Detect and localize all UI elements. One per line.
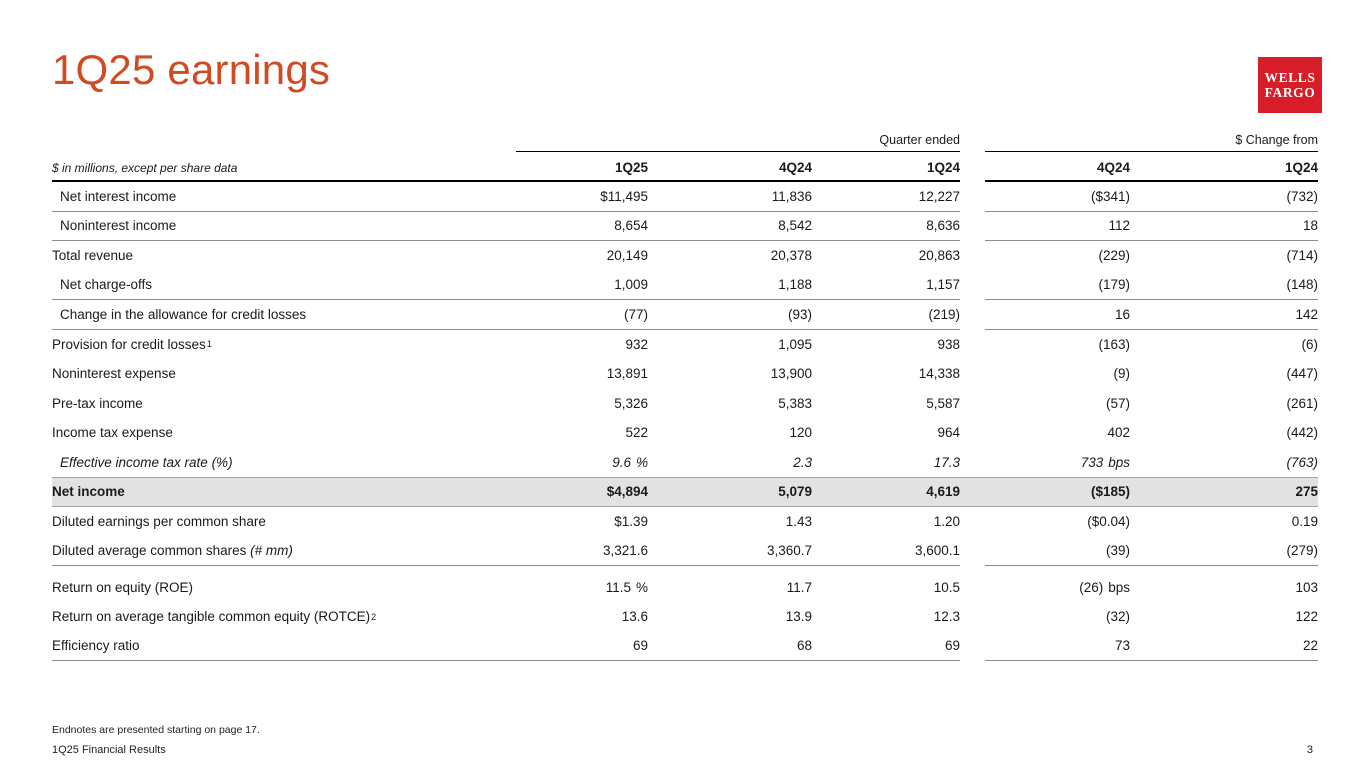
table-row bbox=[52, 212, 1318, 242]
cell-value: 402 bbox=[1107, 425, 1130, 441]
table-row bbox=[52, 418, 1318, 448]
cell-value: (714) bbox=[1286, 248, 1318, 264]
group-header-quarter-ended: Quarter ended bbox=[516, 133, 960, 152]
value-unit: % bbox=[635, 454, 648, 470]
logo-line-1: WELLS bbox=[1264, 69, 1316, 85]
wells-fargo-logo bbox=[1258, 57, 1322, 113]
cell-value: 16 bbox=[985, 300, 1130, 330]
row-label: Pre-tax income bbox=[52, 395, 143, 411]
cell-value: 522 bbox=[625, 425, 648, 441]
cell-value: 3,360.7 bbox=[648, 536, 812, 566]
cell-value: 10.5 bbox=[933, 579, 960, 595]
cell-value: 20,378 bbox=[770, 248, 812, 264]
cell-value: 120 bbox=[789, 425, 812, 441]
row-label: Diluted average common shares (# mm) bbox=[52, 536, 516, 566]
slide-title: 1Q25 earnings bbox=[52, 46, 331, 93]
cell-value: 103 bbox=[1295, 579, 1318, 595]
cell-value: (261) bbox=[1286, 395, 1318, 411]
column-gap bbox=[960, 152, 985, 182]
table-row bbox=[52, 573, 1318, 603]
row-label: Net interest income bbox=[52, 182, 516, 212]
cell-value: 964 bbox=[937, 425, 960, 441]
row-label: Change in the allowance for credit losses bbox=[52, 300, 516, 330]
cell-value: $4,894 bbox=[606, 484, 648, 500]
cell-value: 142 bbox=[1130, 300, 1318, 330]
earnings-table bbox=[52, 126, 1318, 661]
row-label: Provision for credit losses 1 bbox=[52, 336, 212, 352]
table-row bbox=[52, 330, 1318, 360]
table-row bbox=[52, 241, 1318, 271]
cell-value: 13.9 bbox=[785, 609, 812, 625]
table-row bbox=[52, 300, 1318, 330]
table-body bbox=[52, 182, 1318, 661]
footer-title: 1Q25 Financial Results bbox=[52, 744, 166, 756]
cell-value: 1.43 bbox=[785, 513, 812, 529]
cell-value: 18 bbox=[1130, 212, 1318, 242]
column-header-change-1q24: 1Q24 bbox=[1130, 152, 1318, 182]
cell-value: (229) bbox=[1098, 248, 1130, 264]
cell-value: 13,900 bbox=[770, 366, 812, 382]
cell-value: 3,600.1 bbox=[812, 536, 960, 566]
table-row bbox=[52, 359, 1318, 389]
cell-value: 5,079 bbox=[778, 484, 812, 500]
cell-value: 733 bps bbox=[1080, 454, 1130, 470]
cell-value: 11,836 bbox=[648, 182, 812, 212]
cell-value: $1.39 bbox=[614, 513, 648, 529]
column-gap bbox=[960, 330, 985, 360]
row-label: Effective income tax rate (%) bbox=[60, 454, 233, 470]
cell-value: 932 bbox=[625, 336, 648, 352]
logo-line-2: FARGO bbox=[1264, 85, 1316, 100]
cell-value: ($0.04) bbox=[1087, 513, 1130, 529]
column-gap bbox=[960, 241, 985, 271]
cell-value: 11.5 % bbox=[605, 579, 648, 595]
column-gap bbox=[960, 359, 985, 389]
table-row bbox=[52, 507, 1318, 537]
row-label: Noninterest expense bbox=[52, 366, 176, 382]
cell-value: 1,188 bbox=[648, 271, 812, 301]
row-label: Net charge-offs bbox=[52, 271, 516, 301]
table-row bbox=[52, 602, 1318, 632]
cell-value: 14,338 bbox=[918, 366, 960, 382]
table-row bbox=[52, 448, 1318, 478]
endnote: Endnotes are presented starting on page 17. bbox=[52, 724, 260, 736]
cell-value: 938 bbox=[937, 336, 960, 352]
column-header-4q24: 4Q24 bbox=[648, 152, 812, 182]
row-label: Net income bbox=[52, 484, 125, 500]
cell-value: (442) bbox=[1286, 425, 1318, 441]
cell-value: ($185) bbox=[1090, 484, 1130, 500]
column-gap bbox=[960, 632, 985, 662]
row-label: Efficiency ratio bbox=[52, 632, 516, 662]
cell-value: 73 bbox=[985, 632, 1130, 662]
row-label: Total revenue bbox=[52, 248, 134, 264]
table-caption: $ in millions, except per share data bbox=[52, 152, 516, 182]
cell-value: (763) bbox=[1286, 454, 1318, 470]
group-header-row bbox=[52, 126, 1318, 152]
cell-value: (148) bbox=[1130, 271, 1318, 301]
cell-value: (9) bbox=[1113, 366, 1130, 382]
cell-value: (77) bbox=[516, 300, 648, 330]
cell-value: (179) bbox=[985, 271, 1130, 301]
cell-value: 8,542 bbox=[648, 212, 812, 242]
table-row bbox=[52, 271, 1318, 301]
cell-value: (279) bbox=[1130, 536, 1318, 566]
table-row bbox=[52, 536, 1318, 566]
cell-value: 275 bbox=[1295, 484, 1318, 500]
column-header-1q25: 1Q25 bbox=[516, 152, 648, 182]
cell-value: ($341) bbox=[985, 182, 1130, 212]
cell-value: 1,157 bbox=[812, 271, 960, 301]
cell-value: 69 bbox=[516, 632, 648, 662]
column-gap bbox=[960, 389, 985, 419]
value-unit: bps bbox=[1108, 454, 1130, 470]
cell-value: 20,863 bbox=[918, 248, 960, 264]
column-gap bbox=[960, 536, 985, 566]
cell-value: 5,326 bbox=[614, 395, 648, 411]
cell-value: 13,891 bbox=[606, 366, 648, 382]
cell-value: (26) bps bbox=[1079, 579, 1130, 595]
table-row bbox=[52, 632, 1318, 662]
cell-value: 5,383 bbox=[778, 395, 812, 411]
cell-value: (93) bbox=[648, 300, 812, 330]
cell-value: (447) bbox=[1286, 366, 1318, 382]
column-gap bbox=[960, 300, 985, 330]
page-number: 3 bbox=[1306, 744, 1313, 756]
cell-value: 12,227 bbox=[812, 182, 960, 212]
column-gap bbox=[960, 212, 985, 242]
row-label: Income tax expense bbox=[52, 425, 173, 441]
column-header-row bbox=[52, 152, 1318, 182]
cell-value: 1,009 bbox=[516, 271, 648, 301]
cell-value: 68 bbox=[648, 632, 812, 662]
cell-value: 8,654 bbox=[516, 212, 648, 242]
column-gap bbox=[960, 448, 985, 478]
column-gap bbox=[960, 507, 985, 537]
value-unit: % bbox=[635, 579, 648, 595]
column-gap bbox=[960, 182, 985, 212]
cell-value: 2.3 bbox=[793, 454, 812, 470]
cell-value: 1,095 bbox=[778, 336, 812, 352]
cell-value: 22 bbox=[1130, 632, 1318, 662]
row-label: Return on average tangible common equity (ROTCE) 2 bbox=[52, 609, 377, 625]
cell-value: 69 bbox=[812, 632, 960, 662]
column-header-1q24: 1Q24 bbox=[812, 152, 960, 182]
cell-value: 4,619 bbox=[926, 484, 960, 500]
cell-value: 11.7 bbox=[786, 579, 812, 595]
column-gap bbox=[960, 418, 985, 448]
cell-value: 1.20 bbox=[933, 513, 960, 529]
cell-value: (32) bbox=[1105, 609, 1130, 625]
row-label: Noninterest income bbox=[52, 212, 516, 242]
cell-value: 0.19 bbox=[1291, 513, 1318, 529]
cell-value: (163) bbox=[1098, 336, 1130, 352]
cell-value: 9.6 % bbox=[612, 454, 648, 470]
column-gap bbox=[960, 271, 985, 301]
table-row bbox=[52, 477, 1318, 507]
cell-value: 112 bbox=[985, 212, 1130, 242]
row-label: Diluted earnings per common share bbox=[52, 513, 266, 529]
group-header-change-from: $ Change from bbox=[985, 133, 1318, 152]
row-label: Return on equity (ROE) bbox=[52, 579, 194, 595]
column-gap bbox=[960, 602, 985, 632]
cell-value: (57) bbox=[1105, 395, 1130, 411]
cell-value: 8,636 bbox=[812, 212, 960, 242]
table-row bbox=[52, 182, 1318, 212]
cell-value: (732) bbox=[1130, 182, 1318, 212]
cell-value: (219) bbox=[812, 300, 960, 330]
cell-value: 122 bbox=[1295, 609, 1318, 625]
column-gap bbox=[960, 478, 985, 506]
table-row bbox=[52, 389, 1318, 419]
column-header-change-4q24: 4Q24 bbox=[985, 152, 1130, 182]
cell-value: (6) bbox=[1301, 336, 1318, 352]
cell-value: 13.6 bbox=[621, 609, 648, 625]
column-gap bbox=[960, 573, 985, 603]
cell-value: 12.3 bbox=[933, 609, 960, 625]
cell-value: (39) bbox=[985, 536, 1130, 566]
cell-value: 20,149 bbox=[606, 248, 648, 264]
cell-value: 5,587 bbox=[926, 395, 960, 411]
cell-value: $11,495 bbox=[516, 182, 648, 212]
value-unit: bps bbox=[1108, 579, 1130, 595]
cell-value: 3,321.6 bbox=[516, 536, 648, 566]
cell-value: 17.3 bbox=[933, 454, 960, 470]
